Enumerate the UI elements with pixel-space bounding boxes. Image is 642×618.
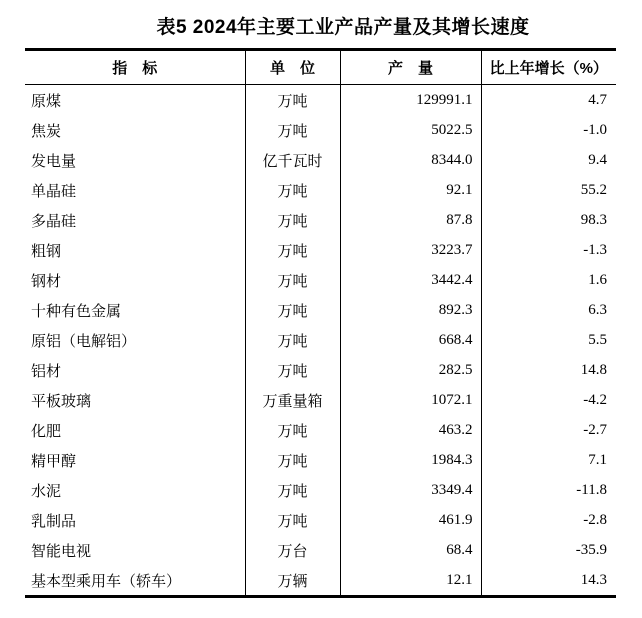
cell-unit: 万吨	[245, 415, 340, 445]
cell-unit: 万重量箱	[245, 385, 340, 415]
cell-output: 3349.4	[340, 475, 481, 505]
cell-output: 461.9	[340, 505, 481, 535]
cell-unit: 万吨	[245, 475, 340, 505]
table-row	[25, 355, 616, 385]
cell-output: 68.4	[340, 535, 481, 565]
cell-growth: 1.6	[481, 265, 616, 295]
table-row	[25, 325, 616, 355]
cell-indicator: 原煤	[31, 93, 62, 110]
table-row	[25, 445, 616, 475]
cell-growth: -2.8	[481, 505, 616, 535]
cell-indicator: 发电量	[31, 153, 77, 170]
table-row	[25, 475, 616, 505]
cell-output: 87.8	[340, 205, 481, 235]
table-title: 表5 2024年主要工业产品产量及其增长速度	[156, 17, 530, 38]
cell-unit: 万吨	[245, 355, 340, 385]
cell-growth: 14.3	[481, 565, 616, 597]
cell-unit: 万吨	[245, 175, 340, 205]
cell-growth: 14.8	[481, 355, 616, 385]
cell-growth: 9.4	[481, 145, 616, 175]
table-row	[25, 265, 616, 295]
cell-growth: 7.1	[481, 445, 616, 475]
cell-indicator: 乳制品	[31, 513, 77, 530]
cell-unit: 万吨	[245, 235, 340, 265]
cell-indicator: 十种有色金属	[31, 303, 122, 320]
cell-growth: -1.0	[481, 115, 616, 145]
cell-output: 129991.1	[340, 85, 481, 116]
cell-indicator: 焦炭	[31, 123, 62, 140]
cell-growth: 6.3	[481, 295, 616, 325]
cell-output: 5022.5	[340, 115, 481, 145]
table-row	[25, 115, 616, 145]
cell-output: 282.5	[340, 355, 481, 385]
cell-output: 3442.4	[340, 265, 481, 295]
cell-growth: 98.3	[481, 205, 616, 235]
cell-growth: -4.2	[481, 385, 616, 415]
cell-unit: 万吨	[245, 115, 340, 145]
cell-growth: 5.5	[481, 325, 616, 355]
cell-growth: -1.3	[481, 235, 616, 265]
cell-indicator: 水泥	[31, 483, 62, 500]
cell-indicator: 平板玻璃	[31, 393, 92, 410]
table-row	[25, 415, 616, 445]
cell-unit: 万吨	[245, 265, 340, 295]
cell-unit: 万台	[245, 535, 340, 565]
cell-indicator: 粗钢	[31, 243, 62, 260]
cell-unit: 万吨	[245, 445, 340, 475]
cell-indicator: 精甲醇	[31, 453, 77, 470]
cell-output: 668.4	[340, 325, 481, 355]
table-row	[25, 565, 616, 597]
header-unit: 单 位	[245, 50, 340, 85]
cell-output: 892.3	[340, 295, 481, 325]
cell-unit: 万吨	[245, 505, 340, 535]
cell-output: 463.2	[340, 415, 481, 445]
cell-unit: 万吨	[245, 295, 340, 325]
cell-unit: 万辆	[245, 565, 340, 597]
cell-growth: -35.9	[481, 535, 616, 565]
table-header-row	[25, 50, 616, 85]
cell-indicator: 基本型乘用车（轿车）	[31, 573, 182, 590]
cell-unit: 万吨	[245, 85, 340, 116]
table-row	[25, 535, 616, 565]
cell-indicator: 原铝（电解铝）	[31, 333, 137, 350]
cell-output: 3223.7	[340, 235, 481, 265]
table-row	[25, 295, 616, 325]
cell-growth: 4.7	[481, 85, 616, 116]
header-output: 产 量	[340, 50, 481, 85]
cell-growth: -11.8	[481, 475, 616, 505]
table-row	[25, 385, 616, 415]
table-row	[25, 85, 616, 116]
cell-output: 12.1	[340, 565, 481, 597]
cell-unit: 万吨	[245, 325, 340, 355]
cell-output: 92.1	[340, 175, 481, 205]
industrial-output-table	[25, 48, 616, 598]
table-row	[25, 175, 616, 205]
cell-indicator: 智能电视	[31, 543, 92, 560]
table-row	[25, 505, 616, 535]
cell-growth: -2.7	[481, 415, 616, 445]
cell-indicator: 化肥	[31, 423, 62, 440]
header-growth: 比上年增长（%）	[481, 50, 616, 85]
cell-unit: 万吨	[245, 205, 340, 235]
cell-indicator: 单晶硅	[31, 183, 77, 200]
cell-output: 1072.1	[340, 385, 481, 415]
table-row	[25, 235, 616, 265]
table-row	[25, 205, 616, 235]
table-row	[25, 145, 616, 175]
cell-output: 8344.0	[340, 145, 481, 175]
cell-unit: 亿千瓦时	[245, 145, 340, 175]
header-indicator: 指 标	[25, 50, 245, 85]
cell-indicator: 铝材	[31, 363, 62, 380]
cell-indicator: 多晶硅	[31, 213, 77, 230]
cell-indicator: 钢材	[31, 273, 62, 290]
cell-output: 1984.3	[340, 445, 481, 475]
cell-growth: 55.2	[481, 175, 616, 205]
